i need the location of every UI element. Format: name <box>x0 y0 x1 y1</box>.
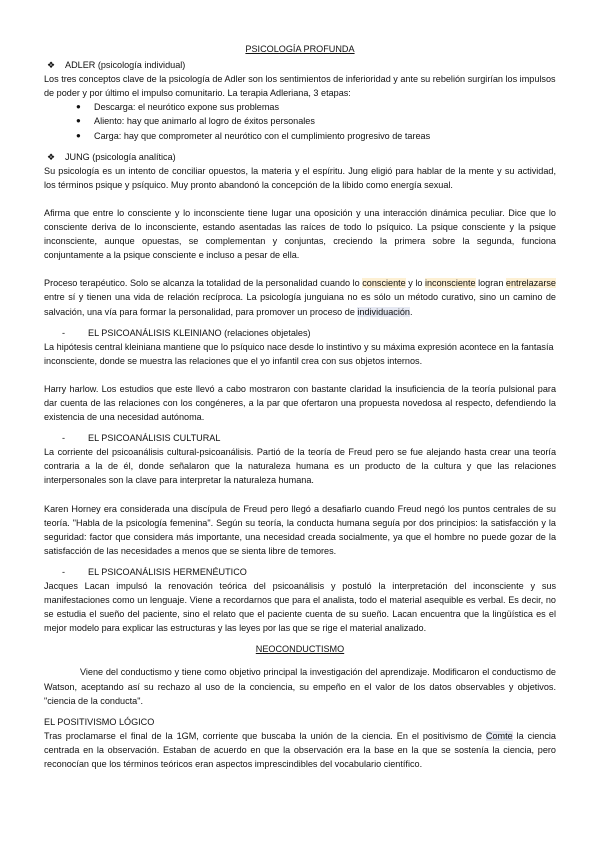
text-run: y lo <box>405 278 425 289</box>
jung-paragraph-3 <box>44 276 556 318</box>
cultural-paragraph-1: La corriente del psicoanálisis cultural-psicoanálisis. Partió de la teoría de Freud pero se fue alejando hasta crear una teoría contraria a la de él, donde señalaron que la naturaleza humana es un producto de la cultura y que las relaciones interpersonales son la clave para interpretar la naturaleza humana. <box>44 447 556 486</box>
text-run: Proceso terapéutico. Solo se alcanza la totalidad de la personalidad cuando lo <box>44 278 363 289</box>
adler-heading-text: ADLER (psicología individual) <box>65 60 186 71</box>
kleiniano-heading-text: EL PSICOANÁLISIS KLEINIANO (relaciones objetales) <box>88 327 311 338</box>
dash-bullet: - <box>62 566 66 577</box>
cultural-heading-text: EL PSICOANÁLISIS CULTURAL <box>88 433 221 444</box>
highlight-individuacion: individuación <box>357 306 410 317</box>
adler-heading <box>44 58 556 72</box>
jung-paragraph-2: Afirma que entre lo consciente y lo inconsciente tiene lugar una oposición y una interacción dinámica peculiar. Dice que lo consciente deriva de lo inconsciente, estando asentadas las raíces de todo lo psíquico. La psique consciente y la psique inconsciente, aunque opuestas, se complementan y conjuntas, creciendo la primera sobre la segunda, funciona conjuntamente a la psique consciente e incluso a pesar de ella. <box>44 207 556 261</box>
neoconductismo-title: NEOCONDUCTISMO <box>255 644 345 655</box>
neoconductismo-paragraph: Viene del conductismo y tiene como objetivo principal la investigación del aprendizaje. Modificaron el conductismo de Watson, aceptando así su rechazo al uso de la conciencia, su empeño en el valor de los datos observables y objetivos. "ciencia de la conducta". <box>44 667 556 706</box>
highlight-comte: Comte <box>485 730 513 741</box>
text-run: entre sí y tienen una vida de relación recíproca. La psicología junguiana no es sólo un método curativo, sino un camino de salvación, una vía para formar la personalidad, para promover un proceso de <box>44 292 556 317</box>
jung-heading-text: JUNG (psicología analítica) <box>65 151 176 162</box>
hermeneutico-paragraph: Jacques Lacan impulsó la renovación teórica del psicoanálisis y postuló la interpretación del inconsciente y sus manifestaciones como un lenguaje. Viene a recordarnos que para el analista, todo el material asequible es verbal. Es decir, no se estudia el sueño del paciente, sino el relato que el paciente cuenta de su sueño. Lacan encuentra que la lingüística es el mejor modelo para explicar las estructuras y las leyes por las que se rige el material analizado. <box>44 581 556 634</box>
positivismo-paragraph <box>44 729 556 771</box>
hermeneutico-heading-text: EL PSICOANÁLISIS HERMENÉUTICO <box>88 566 247 577</box>
kleiniano-heading <box>44 326 556 340</box>
text-run: la ciencia centrada en la observación. Estaban de acuerdo en que la observación era la base en la que se sostenía la ciencia, pero reconocían que los términos teóricos eran aspectos imprescindibles del vocabulario científico. <box>44 730 556 770</box>
positivismo-heading: EL POSITIVISMO LÓGICO <box>44 716 155 727</box>
highlight-entrelazarse: entrelazarse <box>505 278 556 289</box>
text-run: logran <box>475 278 506 289</box>
list-item: ● Aliento: hay que animarlo al logro de éxitos personales <box>94 114 556 128</box>
highlight-inconsciente: inconsciente <box>424 278 476 289</box>
kleiniano-paragraph-1: La hipótesis central kleiniana mantiene que lo psíquico nace desde lo instintivo y su máxima expresión acontece en la fantasía inconsciente, donde se muestra las relaciones que el yo infantil crea con sus objetos internos. <box>44 341 554 366</box>
cultural-heading <box>44 431 556 445</box>
text-run: Tras proclamarse el final de la 1GM, corriente que buscaba la unión de la ciencia. En el positivismo de <box>44 730 486 741</box>
kleiniano-paragraph-2: Harry harlow. Los estudios que este llevó a cabo mostraron con bastante claridad la insuficiencia de la teoría pulsional para dar cuenta de las relaciones con los congéneres, a la par que ofertaron una propuesta novedosa al respecto, defendiendo la existencia de una necesidad autónoma. <box>44 383 556 423</box>
cultural-paragraph-2: Karen Horney era considerada una discípula de Freud pero llegó a desafiarlo cuando Freud negó los puntos centrales de su teoría. "Habla de la psicología femenina". Según su teoría, la conducta humana seguía por dos principios: la satisfacción y la seguridad: factor que considera más importante, una necesidad creada socialmente, ya que el hombre no puede gozar de la satisfacción de las necesidades a menos que se sienta libre de temores. <box>44 503 556 556</box>
dash-bullet: - <box>62 433 66 444</box>
highlight-consciente: consciente <box>362 278 406 289</box>
list-item: ● Descarga: el neurótico expone sus problemas <box>94 100 556 114</box>
list-item: ● Carga: hay que comprometer al neurótico con el cumplimiento progresivo de tareas <box>94 129 556 143</box>
dash-bullet: - <box>62 327 66 338</box>
text-run: . <box>409 306 413 317</box>
adler-intro: Los tres conceptos clave de la psicología de Adler son los sentimientos de inferioridad y ante su rebelión surgirían los impulsos de poder y por último el impulso comunitario. La terapia Adleriana, 3 etapas: <box>44 74 556 99</box>
diamond-bullet-icon: ❖ <box>47 151 56 162</box>
adler-stages-list <box>44 100 556 142</box>
jung-heading <box>44 150 556 164</box>
hermeneutico-heading <box>44 565 556 579</box>
page-title: PSICOLOGÍA PROFUNDA <box>245 44 355 54</box>
diamond-bullet-icon: ❖ <box>47 60 56 71</box>
jung-paragraph-1: Su psicología es un intento de conciliar opuestos, la materia y el espíritu. Jung eligió para hablar de la mente y su actividad, los términos psique y psíquico. Muy pronto abandonó la concepción de la libido como energía sexual. <box>44 165 556 190</box>
